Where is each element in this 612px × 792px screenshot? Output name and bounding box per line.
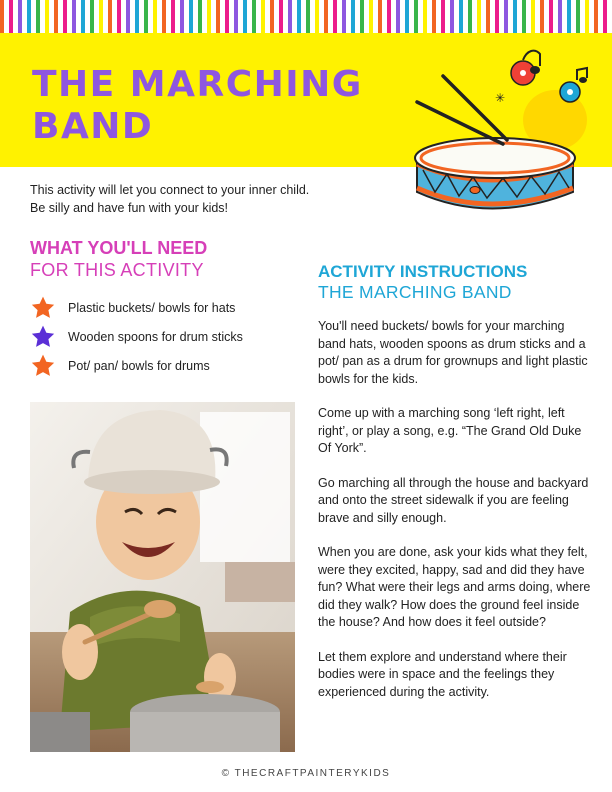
stripe [477, 0, 481, 33]
instruction-paragraph: Come up with a marching song ‘left right, left right’, or play a song, e.g. “The Grand Old Duke Of York”. [318, 406, 582, 455]
need-item-label: Wooden spoons for drum sticks [68, 329, 243, 344]
stripe [396, 0, 400, 33]
stripe [495, 0, 499, 33]
stripe [18, 0, 22, 33]
stripe [252, 0, 256, 33]
stripe [459, 0, 463, 33]
stripe [180, 0, 184, 33]
stripe [450, 0, 454, 33]
stripe [117, 0, 121, 33]
stripe [279, 0, 283, 33]
stripe [468, 0, 472, 33]
stripe [315, 0, 319, 33]
music-note-icon [511, 51, 540, 85]
stripe [513, 0, 517, 33]
stripe [585, 0, 589, 33]
stripe [9, 0, 13, 33]
need-item-label: Plastic buckets/ bowls for hats [68, 300, 236, 315]
need-item-label: Pot/ pan/ bowls for drums [68, 358, 210, 373]
stripe [441, 0, 445, 33]
stripe [306, 0, 310, 33]
stripe [288, 0, 292, 33]
stripe [324, 0, 328, 33]
stripe [549, 0, 553, 33]
stripe [486, 0, 490, 33]
stripe [153, 0, 157, 33]
stripe [432, 0, 436, 33]
stripe [540, 0, 544, 33]
stripe [558, 0, 562, 33]
stripe [0, 0, 4, 33]
stripe [144, 0, 148, 33]
stripe [522, 0, 526, 33]
needs-heading: WHAT YOU'LL NEED [30, 238, 208, 258]
svg-text:✳: ✳ [495, 91, 506, 105]
stripe [126, 0, 130, 33]
instruction-paragraph: When you are done, ask your kids what they felt, were they excited, happy, sad and did they have fun? What were their legs and arms doing, where did they walk? How does the ground feel inside the house? And how does it feel outside? [318, 545, 591, 629]
stripe [369, 0, 373, 33]
color-stripe-border [0, 0, 612, 33]
stripe [171, 0, 175, 33]
title-line-1: THE MARCHING [32, 64, 363, 105]
stripe [414, 0, 418, 33]
stripe [603, 0, 607, 33]
list-item [30, 322, 243, 351]
stripe [333, 0, 337, 33]
stripe [72, 0, 76, 33]
stripe [81, 0, 85, 33]
stripe [423, 0, 427, 33]
stripe [36, 0, 40, 33]
star-icon [30, 353, 56, 379]
stripe [63, 0, 67, 33]
instruction-paragraph: Go marching all through the house and backyard and onto the street sidewalk if you are feeling brave and silly enough. [318, 475, 589, 525]
stripe [261, 0, 265, 33]
stripe [27, 0, 31, 33]
instructions-heading: ACTIVITY INSTRUCTIONS [318, 262, 528, 281]
stripe [270, 0, 274, 33]
page-title [32, 64, 392, 148]
stripe [54, 0, 58, 33]
stripe [504, 0, 508, 33]
stripe [405, 0, 409, 33]
stripe [162, 0, 166, 33]
stripe [45, 0, 49, 33]
stripe [135, 0, 139, 33]
stripe [234, 0, 238, 33]
needs-list [30, 293, 243, 380]
intro-line-2: Be silly and have fun with your kids! [30, 201, 229, 215]
stripe [90, 0, 94, 33]
child-drumming-photo [30, 402, 295, 752]
stripe [387, 0, 391, 33]
instruction-paragraph: You'll need buckets/ bowls for your marching band hats, wooden spoons as drum sticks and a pot/ pan as a drum for grownups and light plastic bowls for the kids. [318, 319, 588, 386]
list-item [30, 351, 243, 380]
stripe [198, 0, 202, 33]
stripe [189, 0, 193, 33]
music-note-blue-icon [560, 68, 587, 102]
instructions-subheading: THE MARCHING BAND [318, 282, 512, 302]
stripe [207, 0, 211, 33]
stripe [216, 0, 220, 33]
star-icon [30, 295, 56, 321]
intro-text [30, 181, 360, 217]
stripe [297, 0, 301, 33]
stripe [99, 0, 103, 33]
stripe [351, 0, 355, 33]
list-item [30, 293, 243, 322]
stripe [360, 0, 364, 33]
needs-subheading: FOR THIS ACTIVITY [30, 260, 204, 280]
title-line-2: BAND [32, 106, 154, 147]
stripe [567, 0, 571, 33]
stripe [243, 0, 247, 33]
stripe [225, 0, 229, 33]
instruction-paragraph: Let them explore and understand where their bodies were in space and the feelings they experienced during the activity. [318, 649, 567, 699]
stripe [531, 0, 535, 33]
stripe [108, 0, 112, 33]
instructions-body [318, 318, 593, 718]
stripe [594, 0, 598, 33]
star-icon [30, 324, 56, 350]
stripe [378, 0, 382, 33]
intro-line-1: This activity will let you connect to your inner child. [30, 183, 310, 197]
stripe [576, 0, 580, 33]
drum-illustration [395, 40, 595, 215]
stripe [342, 0, 346, 33]
footer-copyright: © THECRAFTPAINTERYKIDS [221, 768, 391, 779]
